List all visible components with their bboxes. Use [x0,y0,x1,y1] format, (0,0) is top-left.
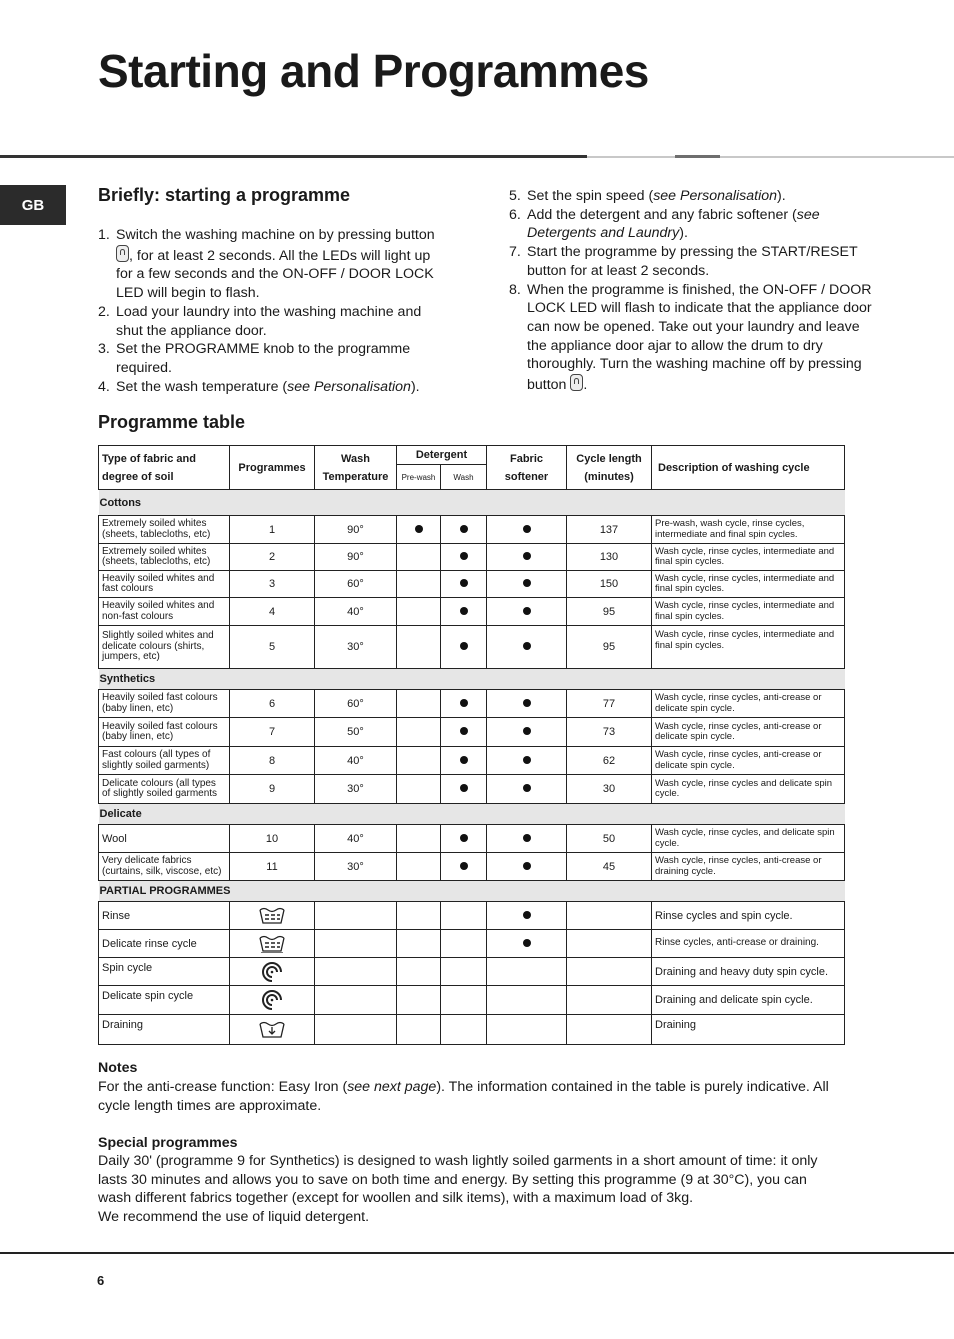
step-item [98,378,448,397]
cell-programme [230,902,315,930]
cell-programme: 10 [230,825,315,853]
cell-temperature: 30° [315,853,397,881]
cell-temperature: 40° [315,747,397,775]
cell-temperature [315,958,397,986]
step-number: 4. [98,378,110,395]
cell-temperature: 40° [315,598,397,626]
step-text-italic: see Personalisation [287,378,411,395]
cell-fabric: Very delicate fabrics (curtains, silk, viscose, etc) [99,853,230,881]
cell-programme: 2 [230,544,315,571]
cell-cycle [567,958,652,986]
cell-description: Draining and heavy duty spin cycle. [652,958,845,986]
table-row [99,718,845,747]
rinse-icon [257,907,287,925]
cell-description: Draining and delicate spin cycle. [652,986,845,1015]
cell-temperature: 60° [315,690,397,718]
step-number: 1. [98,227,110,243]
step-text: Set the wash temperature ( [116,378,288,395]
cell-fabric: Rinse [99,902,230,930]
cell-softener [487,775,567,804]
cell-softener [487,825,567,853]
cell-description: Wash cycle, rinse cycles, anti-crease or delicate spin cycle. [652,747,845,775]
header-programmes: Programmes [230,446,315,490]
bullet-icon [523,579,531,587]
footer-rule [0,1252,954,1254]
step-item [98,303,448,340]
notes-heading: Notes [98,1060,138,1076]
cell-cycle: 50 [567,825,652,853]
step-text-after: ). [777,188,786,204]
cell-cycle: 77 [567,690,652,718]
bullet-icon [523,552,531,560]
cell-prewash [397,902,441,930]
cell-prewash [397,958,441,986]
header-wash-temperature: Wash Temperature [315,446,397,490]
notes-text: For the anti-crease function: Easy Iron (see next page). The information contained in the table is purely indicative. All cycle length times are approximate. [98,1079,829,1114]
cell-programme: 5 [230,626,315,669]
power-button-icon [570,374,583,391]
cell-softener [487,516,567,544]
cell-softener [487,958,567,986]
language-tab-label: GB [21,196,45,214]
cell-cycle: 150 [567,571,652,598]
cell-programme: 4 [230,598,315,626]
cell-temperature [315,1015,397,1045]
cell-softener [487,718,567,747]
steps-list-right [509,187,874,395]
cell-programme: 8 [230,747,315,775]
bullet-icon [523,699,531,707]
cell-description: Wash cycle, rinse cycles, anti-crease or draining cycle. [652,853,845,881]
cell-softener [487,690,567,718]
cell-prewash [397,986,441,1015]
cell-prewash [397,598,441,626]
cell-cycle: 73 [567,718,652,747]
table-row [99,516,845,544]
cell-temperature: 60° [315,571,397,598]
table-row [99,598,845,626]
special-programmes-heading: Special programmes [98,1135,238,1151]
cell-cycle [567,930,652,958]
step-text-italic: see Detergents and Laundry [527,206,820,242]
step-text: Add the detergent and any fabric softener ( [527,206,797,223]
bullet-icon [523,834,531,842]
cell-temperature: 40° [315,825,397,853]
cell-cycle: 45 [567,853,652,881]
cell-fabric: Heavily soiled whites and non-fast colours [99,598,230,626]
step-text: Set the spin speed ( [527,188,654,204]
header-fabric-softener: Fabric softener [487,446,567,490]
cell-softener [487,902,567,930]
cell-fabric: Delicate rinse cycle [99,930,230,958]
cell-wash [441,747,487,775]
cell-description: Draining [652,1015,845,1045]
bullet-icon [460,756,468,764]
step-number: 3. [98,341,110,358]
header-description: Description of washing cycle [652,446,845,490]
step-text: Start the programme by pressing the START/RESET button for at least 2 seconds. [527,244,858,279]
cell-description: Wash cycle, rinse cycles, anti-crease or delicate spin cycle. [652,690,845,718]
cell-description: Wash cycle, rinse cycles, intermediate and final spin cycles. [652,598,845,626]
cell-prewash [397,544,441,571]
step-text-after: ). [679,225,688,242]
cell-programme: 1 [230,516,315,544]
bullet-icon [460,579,468,587]
cell-wash [441,958,487,986]
cell-softener [487,930,567,958]
cell-cycle: 95 [567,626,652,669]
header-prewash: Pre-wash [397,465,441,490]
cell-cycle: 62 [567,747,652,775]
cell-prewash [397,690,441,718]
table-row [99,571,845,598]
step-item [98,340,448,377]
cell-description: Pre-wash, wash cycle, rinse cycles, intermediate and final spin cycles. [652,516,845,544]
step-text: When the programme is finished, the ON-OFF / DOOR LOCK LED will flash to indicate that the appliance door can now be opened. Take out your laundry and leave the appliance door ajar to allow the drum to dry thoroughly. Turn the washing machine off by pressing button [527,281,872,394]
bullet-icon [415,525,423,533]
header-detergent: Detergent [397,446,487,465]
bullet-icon [523,727,531,735]
bullet-icon [523,756,531,764]
section-partial-programmes: PARTIAL PROGRAMMES [99,881,845,902]
cell-prewash [397,626,441,669]
cell-softener [487,571,567,598]
cell-temperature: 30° [315,626,397,669]
bullet-icon [460,552,468,560]
cell-programme [230,986,315,1015]
bullet-icon [460,834,468,842]
bullet-icon [460,642,468,650]
cell-prewash [397,571,441,598]
special-programmes-text: Daily 30' (programme 9 for Synthetics) is designed to wash lightly soiled garments in a short amount of time: it only lasts 30 minutes and allows you to save on both time and energy. By setting this programme (9 at 30°C), you can wash different fabrics together (except for woollen and silk items), with a maximum load of 3kg. We recommend the use of liquid detergent. [98,1153,818,1226]
cell-fabric: Wool [99,825,230,853]
bullet-icon [460,525,468,533]
cell-fabric: Heavily soiled fast colours (baby linen, etc) [99,690,230,718]
table-row [99,902,845,930]
cell-wash [441,775,487,804]
cell-prewash [397,853,441,881]
programme-table-heading: Programme table [98,412,246,432]
cell-temperature: 90° [315,516,397,544]
cell-programme [230,930,315,958]
bullet-icon [523,642,531,650]
page-title: Starting and Programmes [98,45,649,97]
header-rule-light [587,156,675,158]
cell-wash [441,986,487,1015]
table-row [99,853,845,881]
cell-programme: 9 [230,775,315,804]
step-item [509,206,874,243]
table-row [99,1015,845,1045]
cell-wash [441,902,487,930]
cell-cycle: 137 [567,516,652,544]
cell-prewash [397,930,441,958]
bullet-icon [460,699,468,707]
header-cycle-length: Cycle length (minutes) [567,446,652,490]
step-text-after: , for at least 2 seconds. All the LEDs will light up for a few seconds and the ON-OFF / DOOR LOCK LED will begin to flash. [116,247,434,302]
cell-description: Wash cycle, rinse cycles, intermediate and final spin cycles. [652,626,845,669]
cell-programme [230,1015,315,1045]
cell-prewash [397,718,441,747]
steps-list-left [98,226,448,396]
cell-wash [441,853,487,881]
step-text-italic: see Personalisation [653,188,778,204]
section-cottons: Cottons [99,490,845,516]
cell-temperature: 90° [315,544,397,571]
bullet-icon [460,607,468,615]
cell-cycle: 95 [567,598,652,626]
header-rule-accent [675,155,720,158]
table-row [99,958,845,986]
step-number: 2. [98,303,110,320]
cell-temperature: 30° [315,775,397,804]
cell-softener [487,598,567,626]
step-text-after: . [583,377,588,394]
power-button-icon [116,245,129,262]
cell-wash [441,626,487,669]
cell-wash [441,571,487,598]
step-text: Switch the washing machine on by pressing button [116,227,435,243]
cell-description: Wash cycle, rinse cycles, and delicate spin cycle. [652,825,845,853]
step-item [509,243,874,280]
cell-cycle [567,986,652,1015]
cell-softener [487,986,567,1015]
cell-cycle [567,1015,652,1045]
cell-cycle [567,902,652,930]
header-wash: Wash [441,465,487,490]
cell-fabric: Draining [99,1015,230,1045]
table-row [99,544,845,571]
table-row [99,626,845,669]
bullet-icon [460,727,468,735]
bullet-icon [523,939,531,947]
cell-softener [487,544,567,571]
cell-wash [441,825,487,853]
table-row [99,986,845,1015]
cell-softener [487,626,567,669]
cell-cycle: 30 [567,775,652,804]
cell-fabric: Slightly soiled whites and delicate colours (shirts, jumpers, etc) [99,626,230,669]
bullet-icon [523,607,531,615]
cell-temperature [315,902,397,930]
cell-temperature: 50° [315,718,397,747]
step-number: 5. [509,188,521,204]
bullet-icon [523,784,531,792]
section-synthetics: Synthetics [99,669,845,690]
briefly-heading: Briefly: starting a programme [98,185,351,205]
cell-cycle: 130 [567,544,652,571]
header-rule [0,155,587,158]
cell-prewash [397,516,441,544]
table-row [99,825,845,853]
cell-wash [441,598,487,626]
cell-programme: 11 [230,853,315,881]
spin-icon [260,961,284,983]
page-number: 6 [97,1273,105,1288]
header-rule-light-end [720,156,954,158]
bullet-icon [460,862,468,870]
cell-description: Wash cycle, rinse cycles and delicate spin cycle. [652,775,845,804]
cell-fabric: Heavily soiled whites and fast colours [99,571,230,598]
cell-fabric: Delicate spin cycle [99,986,230,1015]
cell-programme: 6 [230,690,315,718]
draining-icon [257,1020,287,1040]
language-tab [0,185,66,225]
step-item [98,226,448,303]
cell-wash [441,690,487,718]
cell-prewash [397,747,441,775]
bullet-icon [460,784,468,792]
step-text-after: ). [410,378,420,395]
bullet-icon [523,911,531,919]
step-text: Set the PROGRAMME knob to the programme required. [116,341,411,376]
programme-table [98,445,845,1045]
cell-temperature [315,930,397,958]
section-delicate: Delicate [99,804,845,825]
bullet-icon [523,525,531,533]
cell-description: Wash cycle, rinse cycles, intermediate and final spin cycles. [652,544,845,571]
step-text: Load your laundry into the washing machine and shut the appliance door. [116,303,422,339]
cell-fabric: Spin cycle [99,958,230,986]
cell-description: Rinse cycles and spin cycle. [652,902,845,930]
cell-wash [441,1015,487,1045]
cell-fabric: Heavily soiled fast colours (baby linen, etc) [99,718,230,747]
table-row [99,690,845,718]
cell-wash [441,718,487,747]
table-row [99,747,845,775]
cell-prewash [397,1015,441,1045]
cell-wash [441,544,487,571]
cell-description: Wash cycle, rinse cycles, anti-crease or delicate spin cycle. [652,718,845,747]
cell-programme: 3 [230,571,315,598]
cell-programme [230,958,315,986]
cell-programme: 7 [230,718,315,747]
cell-temperature [315,986,397,1015]
cell-softener [487,853,567,881]
cell-prewash [397,775,441,804]
header-fabric: Type of fabric and degree of soil [99,446,230,490]
delicate-rinse-icon [257,935,287,953]
cell-fabric: Extremely soiled whites (sheets, tablecloths, etc) [99,544,230,571]
step-number: 7. [509,244,521,261]
step-number: 8. [509,281,521,298]
step-item [509,281,874,395]
step-item [509,187,874,206]
cell-fabric: Delicate colours (all types of slightly soiled garments [99,775,230,804]
step-number: 6. [509,206,521,223]
spin-icon [260,989,284,1011]
cell-softener [487,1015,567,1045]
cell-fabric: Fast colours (all types of slightly soiled garments) [99,747,230,775]
cell-wash [441,516,487,544]
cell-softener [487,747,567,775]
table-row [99,930,845,958]
cell-description: Wash cycle, rinse cycles, intermediate and final spin cycles. [652,571,845,598]
cell-fabric: Extremely soiled whites (sheets, tablecloths, etc) [99,516,230,544]
cell-description: Rinse cycles, anti-crease or draining. [652,930,845,958]
cell-wash [441,930,487,958]
bullet-icon [523,862,531,870]
table-row [99,775,845,804]
cell-prewash [397,825,441,853]
